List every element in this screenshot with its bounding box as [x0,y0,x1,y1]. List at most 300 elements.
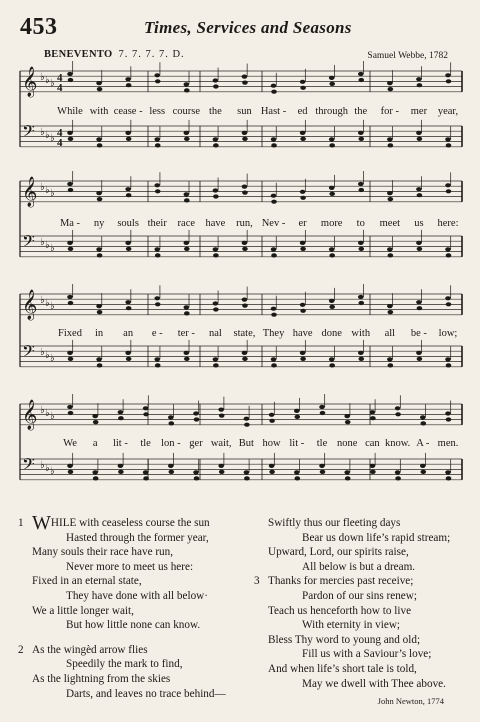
lyric-syllable: meet [379,218,401,229]
note-head [416,131,422,135]
verse-line [18,604,226,619]
note-head [184,241,190,245]
verse-text: Darts, and leaves no trace behind— [66,687,226,700]
note-head [67,72,73,76]
verse-text: With eternity in view; [302,619,401,632]
note-head [271,247,277,251]
note-head [125,351,131,355]
note-head [154,137,160,141]
lyric-syllable: While [57,106,83,117]
treble-clef-icon: 𝄞 [22,290,38,320]
note-head [300,357,306,361]
lyric-syllable: state, [233,328,256,339]
note-head [125,77,131,81]
note-head [300,309,306,313]
note-head [358,131,364,135]
note-head [445,137,451,141]
note-head [68,137,74,141]
verse-line [18,560,226,575]
note-head [446,476,452,480]
note-head [154,296,160,300]
note-head [446,302,452,306]
note-head [125,300,131,304]
note-head [96,357,102,361]
note-head [446,143,452,147]
note-head [184,192,190,196]
note-head [300,303,306,307]
verse-number: 2 [18,643,24,656]
note-head [358,72,364,76]
lyric-syllable: can [365,438,380,449]
lyric-syllable: Nev - [261,218,286,229]
note-head [445,357,451,361]
lyric-syllable: nal [208,328,222,339]
note-head [143,476,149,480]
note-head [395,470,401,474]
verse-text: HILE with ceaseless course the sun [50,517,210,529]
note-head [300,190,306,194]
note-head [194,417,200,421]
note-head [143,412,149,416]
treble-clef-icon: 𝄞 [22,400,38,430]
note-head [446,363,452,367]
verse-line [18,618,226,633]
lyric-syllable: here: [437,218,459,229]
note-head [126,306,132,310]
note-head [97,197,103,201]
lyric-syllable: through [315,106,349,117]
note-head [319,464,325,468]
flat-icon: ♭ [50,353,55,364]
note-head [68,188,74,192]
note-head [421,421,427,425]
lyric-syllable: tle [140,438,151,449]
verse-line [254,633,450,648]
verse-text: May we dwell with Thee above. [302,677,446,690]
verses-right-column [254,516,450,691]
note-head [329,253,335,257]
note-head [269,419,275,423]
note-head [344,470,350,474]
note-head [358,137,364,141]
note-head [96,137,102,141]
note-head [125,241,131,245]
treble-clef-icon: 𝄞 [22,177,38,207]
verse-line [254,647,450,662]
verse-line [254,574,450,589]
note-head [213,137,219,141]
note-head [242,191,248,195]
note-head [97,363,103,367]
note-head [358,301,364,305]
note-head [125,187,131,191]
lyric-syllable: for - [380,106,400,117]
note-head [213,78,219,82]
verse-text: Bless Thy word to young and old; [268,633,421,646]
note-head [219,414,225,418]
lyric-syllable: e - [151,328,163,339]
note-head [329,143,335,147]
note-head [300,80,306,84]
note-head [388,197,394,201]
note-head [213,253,219,257]
note-head [421,470,427,474]
note-head [242,81,248,85]
note-head [358,188,364,192]
lyric-syllable: to [356,218,365,229]
verse-line [254,604,450,619]
section-title: Times, Services and Seasons [144,18,352,37]
lyric-syllable: race [177,218,196,229]
note-head [242,75,248,79]
note-head [271,194,277,198]
lyric-syllable: know. [384,438,411,449]
bass-clef-icon: 𝄢 [22,341,35,365]
note-head [271,90,277,94]
note-head [155,189,161,193]
note-head [97,143,103,147]
lyric-syllable: They [262,328,285,339]
flat-icon: ♭ [50,243,55,254]
note-head [329,299,335,303]
note-head [417,306,423,310]
note-head [67,351,73,355]
drop-cap: W [32,512,51,534]
note-head [218,408,224,412]
note-head [67,131,73,135]
verse-line [254,662,450,677]
note-head [295,476,301,480]
verse-number: 3 [254,575,260,588]
lyric-syllable: less [149,106,166,117]
note-head [242,247,248,251]
note-head [320,470,326,474]
note-head [345,476,351,480]
note-head [358,241,364,245]
note-head [445,183,451,187]
note-head [300,351,306,355]
lyric-line [0,218,480,232]
verses-left-column [18,512,226,701]
note-head [96,247,102,251]
flat-icon: ♭ [45,298,50,309]
note-head [118,470,124,474]
note-head [184,82,190,86]
note-head [213,307,219,311]
note-head [97,87,103,91]
verse-text: Pardon of our sins renew; [302,589,417,602]
note-head [417,357,423,361]
note-head [118,416,124,420]
verse-text: Teach us henceforth how to live [268,604,412,617]
verse-text: Hasted through the former year, [66,531,209,544]
note-head [446,417,452,421]
lyric-syllable: a [92,438,98,449]
note-head [269,413,275,417]
note-head [420,464,426,468]
tune-meter: 7. 7. 7. 7. D. [118,49,185,60]
note-head [168,464,174,468]
verse-line [254,618,450,633]
note-head [446,79,452,83]
note-head [300,247,306,251]
lyric-syllable: the [208,106,222,117]
note-head [294,409,300,413]
note-head [68,357,74,361]
treble-clef-icon: 𝄞 [22,67,38,97]
verse-text: We a little longer wait, [32,604,134,617]
flat-icon: ♭ [45,350,50,361]
note-head [445,411,451,415]
note-head [329,357,335,361]
note-head [388,143,394,147]
note-head [329,192,335,196]
note-head [219,470,225,474]
flat-icon: ♭ [40,237,45,248]
flat-icon: ♭ [45,75,50,86]
note-head [92,470,98,474]
lyric-line [0,438,480,452]
note-head [395,476,401,480]
note-head [416,187,422,191]
note-head [417,137,423,141]
verse-line [254,531,450,546]
verse-line [18,687,226,702]
note-head [155,143,161,147]
note-head [244,423,250,427]
note-head [68,411,74,415]
lyric-syllable: lon - [161,438,181,449]
note-head [169,470,175,474]
lyric-syllable: all [384,328,396,339]
note-head [319,405,325,409]
flat-icon: ♭ [40,295,45,306]
note-head [155,363,161,367]
note-head [446,253,452,257]
flat-icon: ♭ [50,301,55,312]
note-head [244,417,250,421]
verse-line [18,643,226,658]
note-head [358,357,364,361]
verse-line [254,560,450,575]
note-head [446,189,452,193]
note-head [126,137,132,141]
note-head [416,77,422,81]
note-head [445,470,451,474]
lyric-syllable: us [414,218,424,229]
flat-icon: ♭ [45,185,50,196]
note-head [184,198,190,202]
note-head [387,137,393,141]
note-head [244,470,250,474]
note-head [244,476,250,480]
note-head [417,83,423,87]
note-head [387,191,393,195]
lyric-syllable: course [172,106,200,117]
verse-text: Fill us with a Saviour’s love; [302,648,432,661]
verse-number: 1 [18,517,24,529]
note-head [271,84,277,88]
lyric-syllable: how [262,438,281,449]
lyric-syllable: Ma - [59,218,81,229]
note-head [417,193,423,197]
note-head [184,131,190,135]
verse-line [18,545,226,560]
note-head [329,305,335,309]
lyric-line [0,106,480,120]
note-head [154,73,160,77]
note-head [445,247,451,251]
verse-text: And when life’s short tale is told, [268,662,417,675]
verse-text: But how little none can know. [66,619,201,632]
note-head [242,304,248,308]
note-head [118,464,124,468]
lyric-syllable: wait, [210,438,232,449]
note-head [184,305,190,309]
note-head [218,464,224,468]
verse-line [18,589,226,604]
lyric-syllable: We [63,438,77,449]
lyric-syllable: lit - [289,438,305,449]
note-head [93,476,99,480]
lyric-syllable: Fixed [58,328,82,339]
note-head [126,247,132,251]
note-head [184,88,190,92]
note-head [97,253,103,257]
lyric-syllable: the [354,106,368,117]
note-head [242,241,248,245]
flat-icon: ♭ [40,347,45,358]
flat-icon: ♭ [50,133,55,144]
note-head [67,464,73,468]
note-head [388,253,394,257]
verse-text: Swiftly thus our fleeting days [268,517,401,529]
note-head [300,131,306,135]
note-head [155,302,161,306]
time-signature: 4 [57,72,63,84]
note-head [143,406,149,410]
verse-text: Speedily the mark to find, [66,658,183,671]
lyric-syllable: ter - [177,328,195,339]
author-credit: John Newton, 1774 [377,696,444,706]
note-head [300,86,306,90]
verse-line [254,516,450,531]
note-head [358,351,364,355]
note-head [445,73,451,77]
lyric-syllable: an [123,328,134,339]
note-head [271,363,277,367]
note-head [143,470,149,474]
note-head [370,410,376,414]
lyric-syllable: sun [237,106,252,117]
time-signature: 4 [57,137,63,149]
verse-text: Bear us down life’s rapid stream; [302,531,451,544]
lyric-syllable: lit - [112,438,128,449]
note-head [300,137,306,141]
note-head [329,247,335,251]
lyric-syllable: men. [437,438,459,449]
note-head [370,416,376,420]
note-head [213,188,219,192]
note-head [213,301,219,305]
note-head [68,301,74,305]
note-head [154,357,160,361]
lyric-syllable: souls [117,218,139,229]
note-head [294,470,300,474]
note-head [269,464,275,468]
note-head [242,137,248,141]
note-head [388,363,394,367]
note-head [387,357,393,361]
time-signature: 4 [57,127,63,139]
lyric-syllable: in [94,328,104,339]
note-head [125,131,131,135]
verse-text: They have done with all below· [66,589,208,602]
lyric-syllable: have [205,218,226,229]
note-head [242,351,248,355]
verse-text: Thanks for mercies past receive; [268,575,414,588]
note-head [68,78,74,82]
note-head [271,313,277,317]
note-head [242,298,248,302]
lyric-syllable: low; [438,328,458,339]
flat-icon: ♭ [45,130,50,141]
note-head [96,191,102,195]
note-head [271,137,277,141]
flat-icon: ♭ [50,78,55,89]
lyric-syllable: done [321,328,342,339]
flat-icon: ♭ [50,411,55,422]
note-head [193,470,199,474]
note-head [96,81,102,85]
note-head [271,253,277,257]
note-head [420,415,426,419]
flat-icon: ♭ [40,405,45,416]
note-head [67,405,73,409]
note-head [213,143,219,147]
note-head [126,193,132,197]
note-head [388,310,394,314]
lyric-syllable: er [298,218,307,229]
note-head [93,420,99,424]
note-head [67,241,73,245]
verse-line [18,657,226,672]
note-head [358,247,364,251]
note-head [126,83,132,87]
note-head [329,76,335,80]
note-head [213,357,219,361]
note-head [387,304,393,308]
lyric-syllable: year, [437,106,459,117]
verse-text: As the wingèd arrow flies [32,643,148,656]
verse-text: Never more to meet us here: [66,560,194,573]
lyric-syllable: their [147,218,167,229]
lyric-syllable: But [238,438,254,449]
flat-icon: ♭ [45,463,50,474]
note-head [184,351,190,355]
verse-text: As the lightning from the skies [32,672,171,685]
note-head [387,247,393,251]
note-head [388,87,394,91]
flat-icon: ♭ [50,188,55,199]
note-head [126,357,132,361]
lyric-syllable: mer [410,106,428,117]
note-head [344,414,350,418]
lyric-syllable: ed [297,106,308,117]
note-head [213,84,219,88]
verse-text: Upward, Lord, our spirits raise, [268,546,409,559]
note-head [169,421,175,425]
